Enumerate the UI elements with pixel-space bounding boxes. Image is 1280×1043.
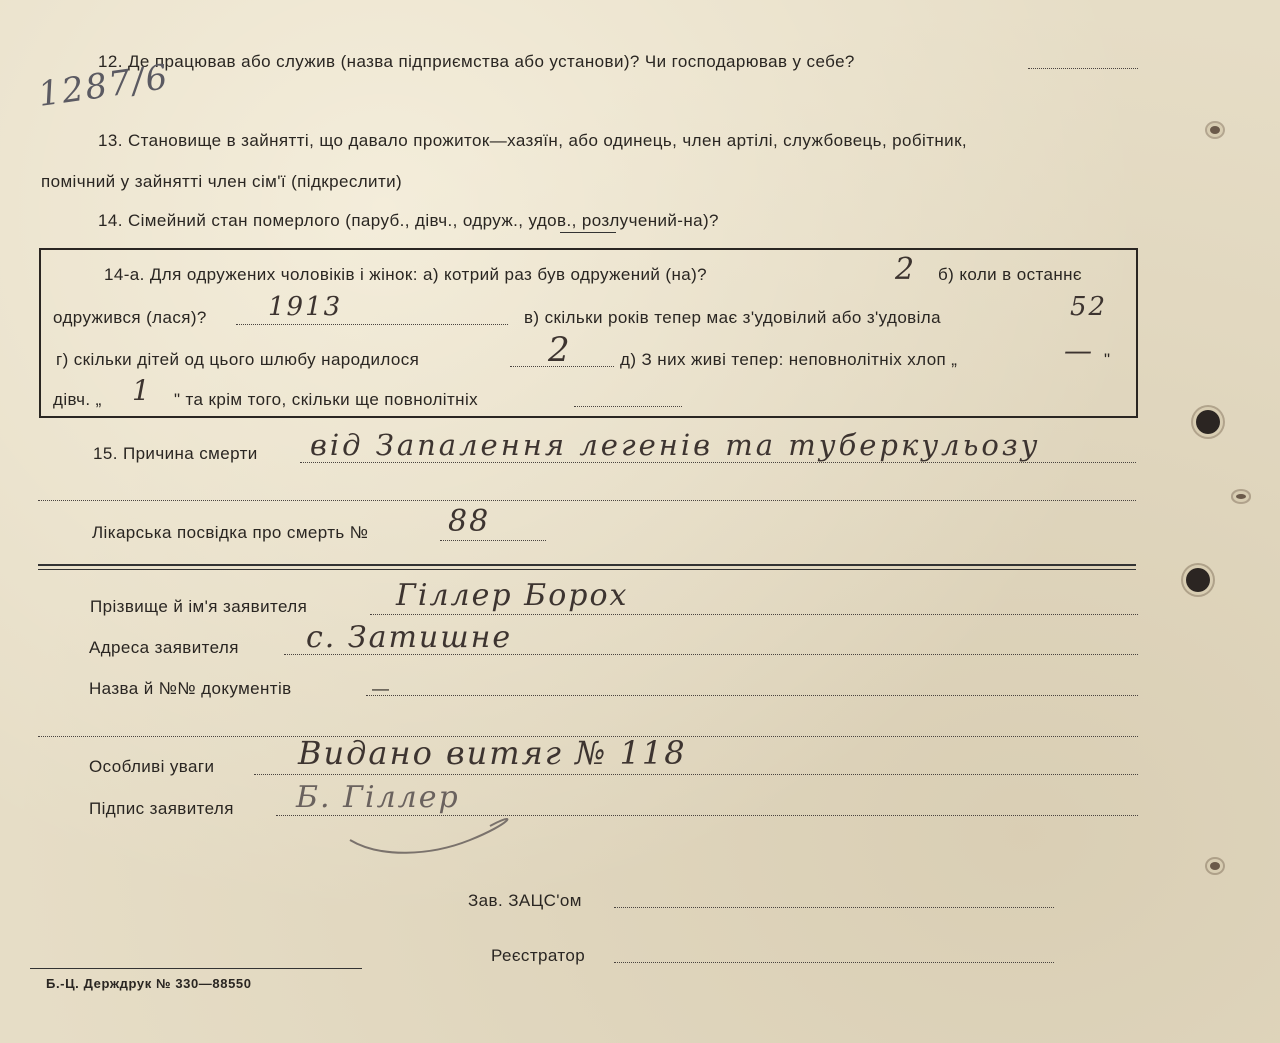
q14-label: 14. Сімейний стан померлого (паруб., дівч., одруж., удов., розлучений-на)? [98,211,719,230]
q14a-line3-b: д) З них живі тепер: неповнолітніх хлоп „ [620,350,958,369]
punch-hole [1196,410,1220,434]
applicant-name-line [370,614,1138,615]
applicant-docs-label: Назва й №№ документів [89,679,292,698]
applicant-address: с. Затишне [306,620,513,655]
q14a-girls: 1 [132,374,152,407]
q13-line1: 13. Становище в зайнятті, що давало прожиток—хазяїн, або одинець, член артілі, службовець, робітник, [98,131,968,150]
printer-imprint: Б.-Ц. Держдрук № 330—88550 [46,976,252,991]
registrar-line [614,962,1054,963]
q12-label: 12. Де працював або служив (назва підприємства або установи)? Чи господарював у себе? [98,52,855,71]
applicant-signature: Б. Гіллер [296,780,460,815]
applicant-address-line [284,654,1138,655]
applicant-address-label: Адреса заявителя [89,638,239,657]
applicant-signature-line [276,815,1138,816]
applicant-signature-label: Підпис заявителя [89,799,234,818]
q14a-adults-line [574,406,682,407]
q14a-line2-label: одружився (лася)? [53,308,207,327]
applicant-name-label: Прізвище й ім'я заявителя [90,597,308,616]
footer-rule [30,968,362,969]
paper-tear [1210,126,1220,134]
med-cert-label: Лікарська посвідка про смерть № [92,523,369,542]
q14a-times-married: 2 [895,252,917,287]
q14a-line4-label: дівч. „ [53,390,102,409]
separator-top [38,564,1136,566]
applicant-notes-label: Особливі уваги [89,757,215,776]
q15-label: 15. Причина смерти [93,444,258,463]
q15-answer-line [300,462,1136,463]
applicant-notes: Видано витяг № 118 [298,734,687,772]
q14a-marriage-year: 1913 [268,292,343,322]
applicant-docs-line [366,695,1138,696]
paper-tear [1210,862,1220,870]
punch-hole [1186,568,1210,592]
med-cert-number: 88 [448,504,491,539]
q14a-line3-close: " [1104,350,1111,369]
applicant-name: Гіллер Борох [396,578,629,613]
signature-flourish [340,796,540,866]
applicant-docs: — [372,679,390,698]
q15-cause: від Запалення легенів та туберкульозу [310,428,1041,462]
paper-tear [1236,494,1246,499]
q15-extra-line [38,500,1136,501]
q14a-boys: — [1064,334,1094,367]
q14a-children: 2 [548,330,572,370]
head-of-registry-line [614,907,1054,908]
applicant-notes-line [254,774,1138,775]
q14a-year-line [236,324,508,325]
head-of-registry-label: Зав. ЗАЦС'ом [468,891,582,910]
q14a-line3-label: г) скільки дітей од цього шлюбу народилося [56,350,420,369]
registrar-label: Реєстратор [491,946,586,965]
q14a-line1-b: б) коли в останнє [938,265,1082,284]
separator-bottom [38,569,1136,570]
med-cert-line [440,540,546,541]
q14a-line2-b: в) скільки років тепер має з'удовілий або з'удовіла [524,308,941,327]
q14a-line4-b: " та крім того, скільки ще повнолітніх [174,390,479,409]
q14a-years: 52 [1070,292,1108,322]
q13-line2: помічний у зайнятті член сім'ї (підкреслити) [41,172,403,191]
q14-underline-married [560,232,616,233]
q12-answer-line [1028,68,1138,69]
q14a-line1-label: 14-а. Для одружених чоловіків і жінок: а) котрий раз був одружений (на)? [104,265,708,284]
margin-archive-note: 1287/6 [35,57,172,115]
